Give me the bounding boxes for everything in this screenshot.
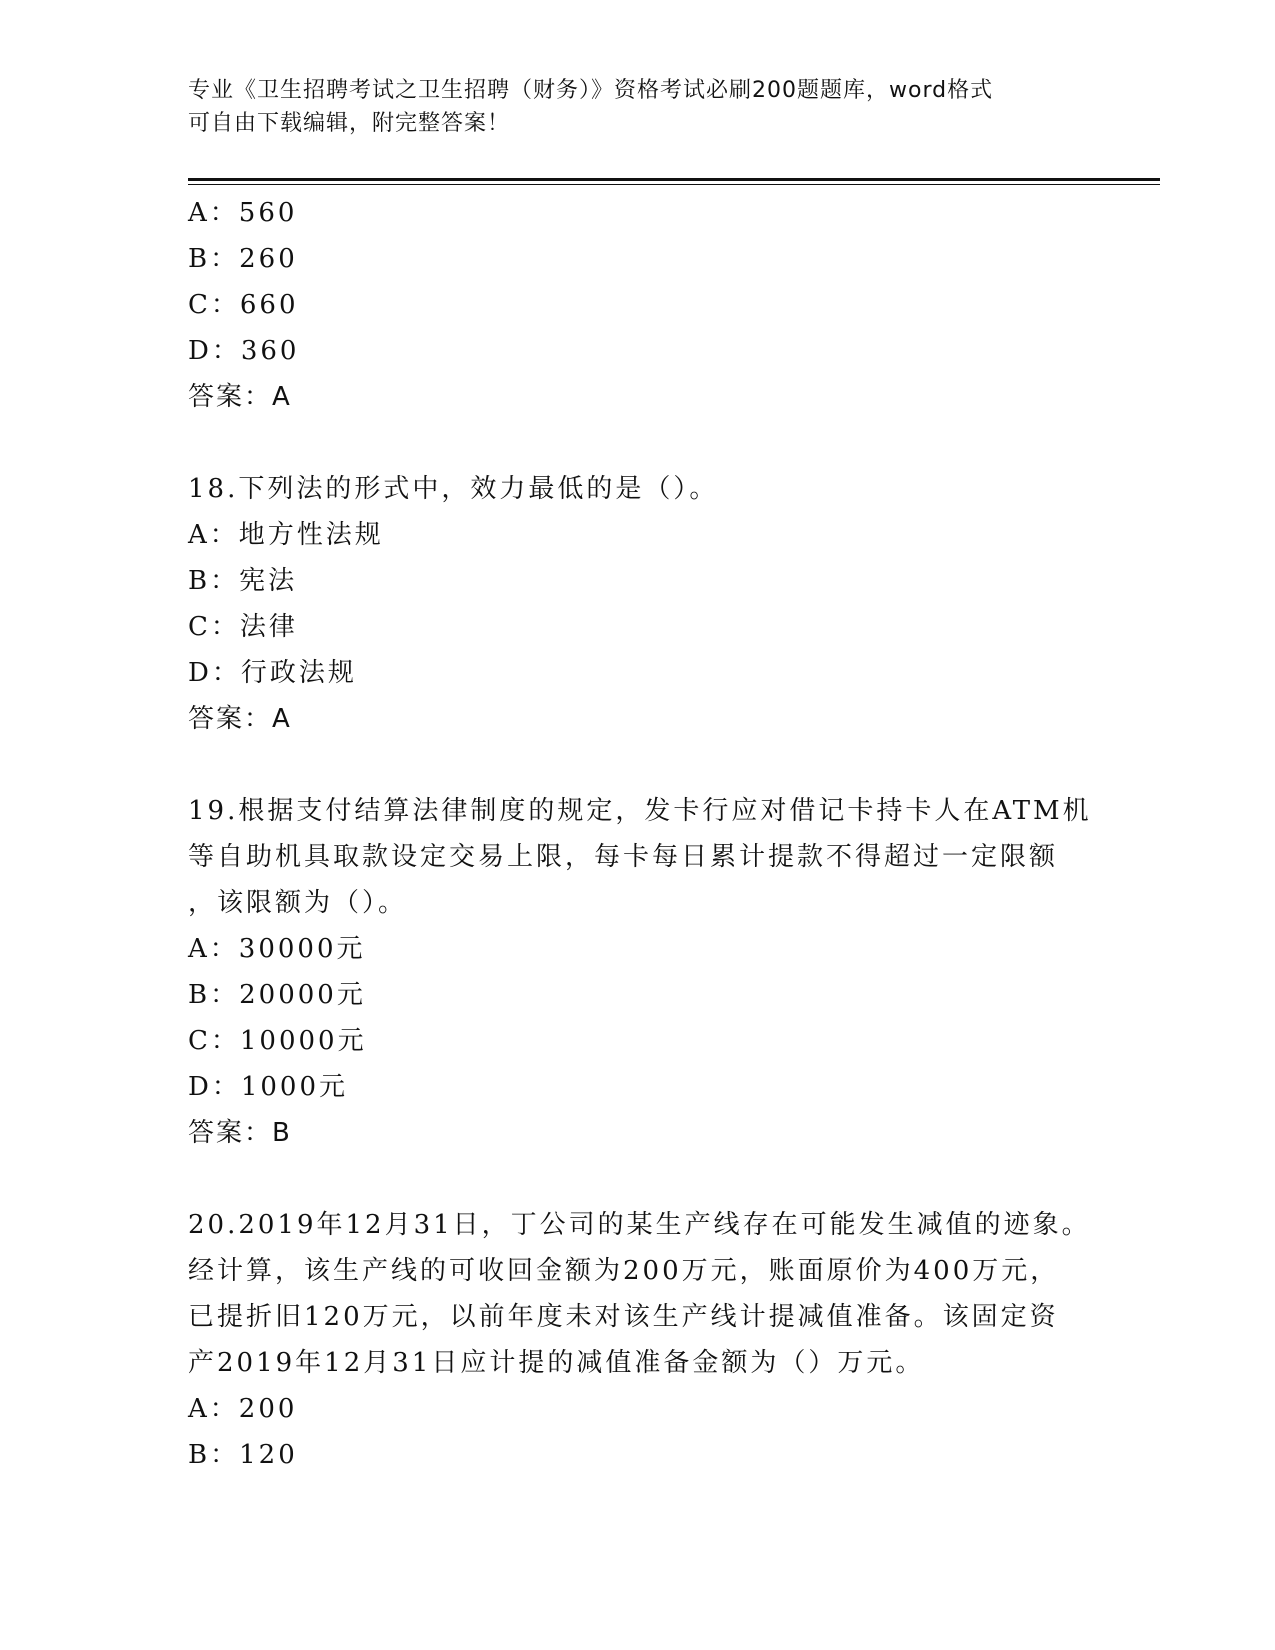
option-b: B：宪法 (188, 566, 298, 596)
question-18 (188, 466, 1088, 742)
question-text: 18.下列法的形式中，效力最低的是（）。 (188, 474, 719, 504)
question-17 (188, 190, 1088, 420)
option-a: A：地方性法规 (188, 520, 384, 550)
header-line-1: 专业《卫生招聘考试之卫生招聘（财务）》资格考试必刷200题题库，word格式 (188, 78, 994, 103)
page-header (188, 74, 1068, 140)
spacer (188, 742, 1088, 788)
option-a: A：30000元 (188, 934, 366, 964)
option-d: D：1000元 (188, 1072, 349, 1102)
spacer (188, 1156, 1088, 1202)
answer: 答案：B (188, 1118, 292, 1148)
question-19 (188, 788, 1092, 1156)
document-body (188, 190, 1092, 1478)
header-divider-thin (188, 184, 1160, 185)
option-b: B：260 (188, 244, 298, 274)
question-text-line-1: 19.根据支付结算法律制度的规定，发卡行应对借记卡持卡人在ATM机 (188, 796, 1092, 826)
option-d: D：行政法规 (188, 658, 357, 688)
option-a: A：200 (188, 1394, 298, 1424)
option-c: C：660 (188, 290, 299, 320)
question-text-line-3: ，该限额为（）。 (188, 888, 408, 918)
option-b: B：120 (188, 1440, 298, 1470)
question-text-line-2: 等自助机具取款设定交易上限，每卡每日累计提款不得超过一定限额 (188, 842, 1059, 872)
option-c: C：法律 (188, 612, 298, 642)
option-d: D：360 (188, 336, 300, 366)
option-b: B：20000元 (188, 980, 366, 1010)
question-text-line-2: 经计算，该生产线的可收回金额为200万元，账面原价为400万元， (188, 1256, 1060, 1286)
option-a: A：560 (188, 198, 298, 228)
question-20 (188, 1202, 1091, 1478)
answer: 答案：A (188, 704, 292, 734)
header-divider (188, 178, 1160, 181)
question-text-line-1: 20.2019年12月31日，丁公司的某生产线存在可能发生减值的迹象。 (188, 1210, 1091, 1240)
header-line-2: 可自由下载编辑，附完整答案！ (188, 111, 511, 136)
answer: 答案：A (188, 382, 292, 412)
spacer (188, 420, 1088, 466)
option-c: C：10000元 (188, 1026, 367, 1056)
question-text-line-4: 产2019年12月31日应计提的减值准备金额为（）万元。 (188, 1348, 925, 1378)
question-text-line-3: 已提折旧120万元，以前年度未对该生产线计提减值准备。该固定资 (188, 1302, 1059, 1332)
